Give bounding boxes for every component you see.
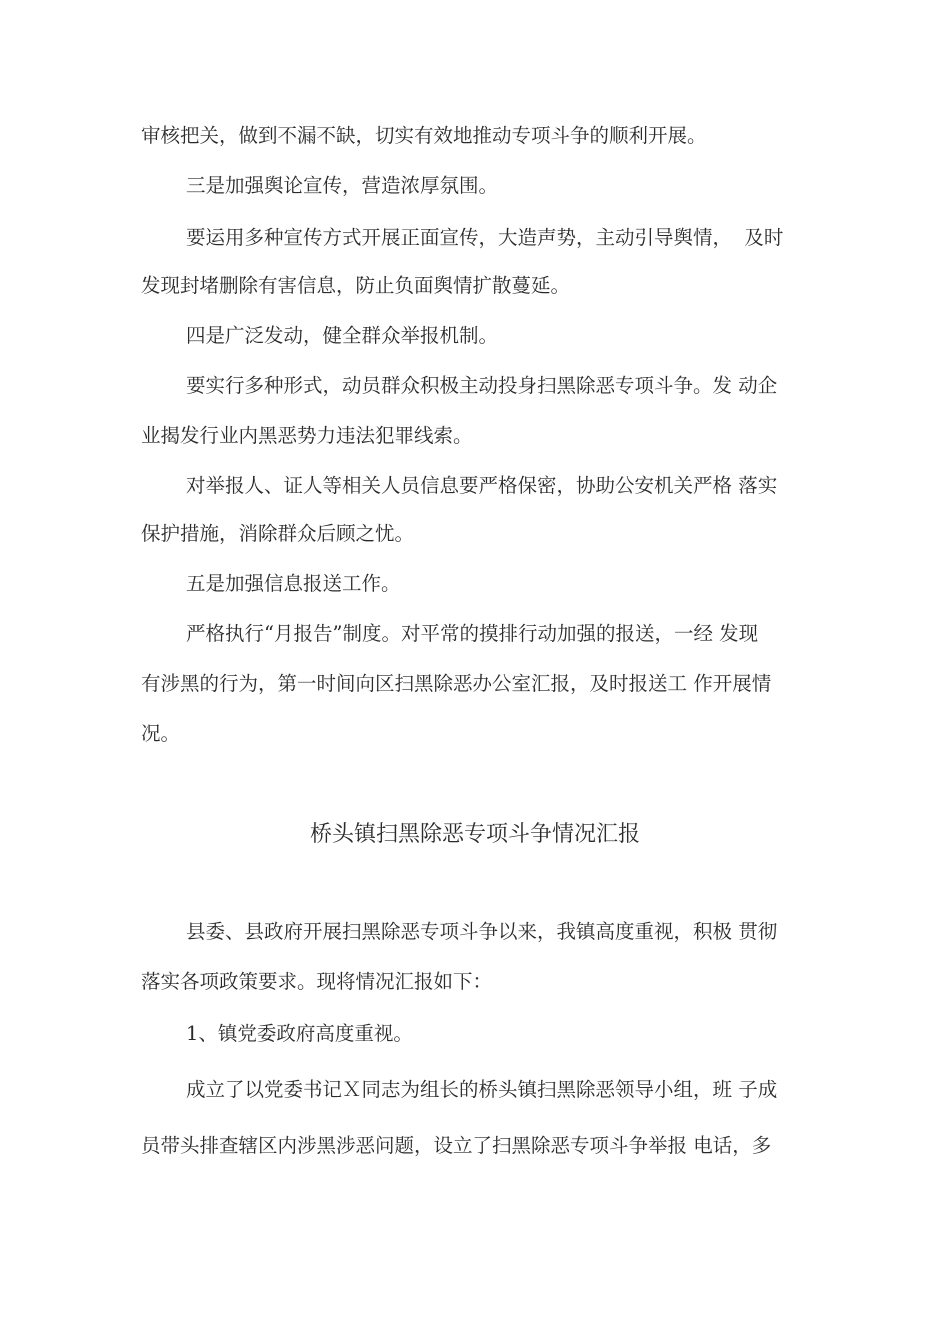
paragraph-line: 对举报人、证人等相关人员信息要严格保密，协助公安机关严格 落实 bbox=[186, 474, 778, 497]
paragraph-line: 要实行多种形式，动员群众积极主动投身扫黑除恶专项斗争。发 动企 bbox=[186, 374, 778, 397]
paragraph-line: 成立了以党委书记Ｘ同志为组长的桥头镇扫黑除恶领导小组，班 子成 bbox=[186, 1078, 778, 1101]
paragraph-line: 严格执行“月报告”制度。对平常的摸排行动加强的报送，一经 发现 bbox=[186, 622, 759, 645]
paragraph-line: 发现封堵删除有害信息，防止负面舆情扩散蔓延。 bbox=[141, 274, 571, 297]
paragraph-line: 要运用多种宣传方式开展正面宣传，大造声势，主动引导舆情， 及时 bbox=[186, 226, 784, 249]
section-heading-3: 三是加强舆论宣传，营造浓厚氛围。 bbox=[186, 174, 499, 197]
section-heading-4: 四是广泛发动，健全群众举报机制。 bbox=[186, 324, 499, 347]
paragraph-line: 况。 bbox=[141, 722, 181, 745]
paragraph-line: 落实各项政策要求。现将情况汇报如下： bbox=[141, 970, 493, 993]
list-item-heading: 1、镇党委政府高度重视。 bbox=[186, 1022, 413, 1045]
paragraph-line: 保护措施，消除群众后顾之忧。 bbox=[141, 522, 415, 545]
paragraph-line: 审核把关，做到不漏不缺，切实有效地推动专项斗争的顺利开展。 bbox=[141, 124, 707, 147]
paragraph-line: 县委、县政府开展扫黑除恶专项斗争以来，我镇高度重视，积极 贯彻 bbox=[186, 920, 778, 943]
paragraph-line: 员带头排查辖区内涉黑涉恶问题，设立了扫黑除恶专项斗争举报 电话，多 bbox=[141, 1134, 772, 1157]
paragraph-line: 有涉黑的行为，第一时间向区扫黑除恶办公室汇报，及时报送工 作开展情 bbox=[141, 672, 772, 695]
section-heading-5: 五是加强信息报送工作。 bbox=[186, 572, 401, 595]
document-title: 桥头镇扫黑除恶专项斗争情况汇报 bbox=[309, 822, 640, 847]
paragraph-line: 业揭发行业内黑恶势力违法犯罪线索。 bbox=[141, 424, 473, 447]
